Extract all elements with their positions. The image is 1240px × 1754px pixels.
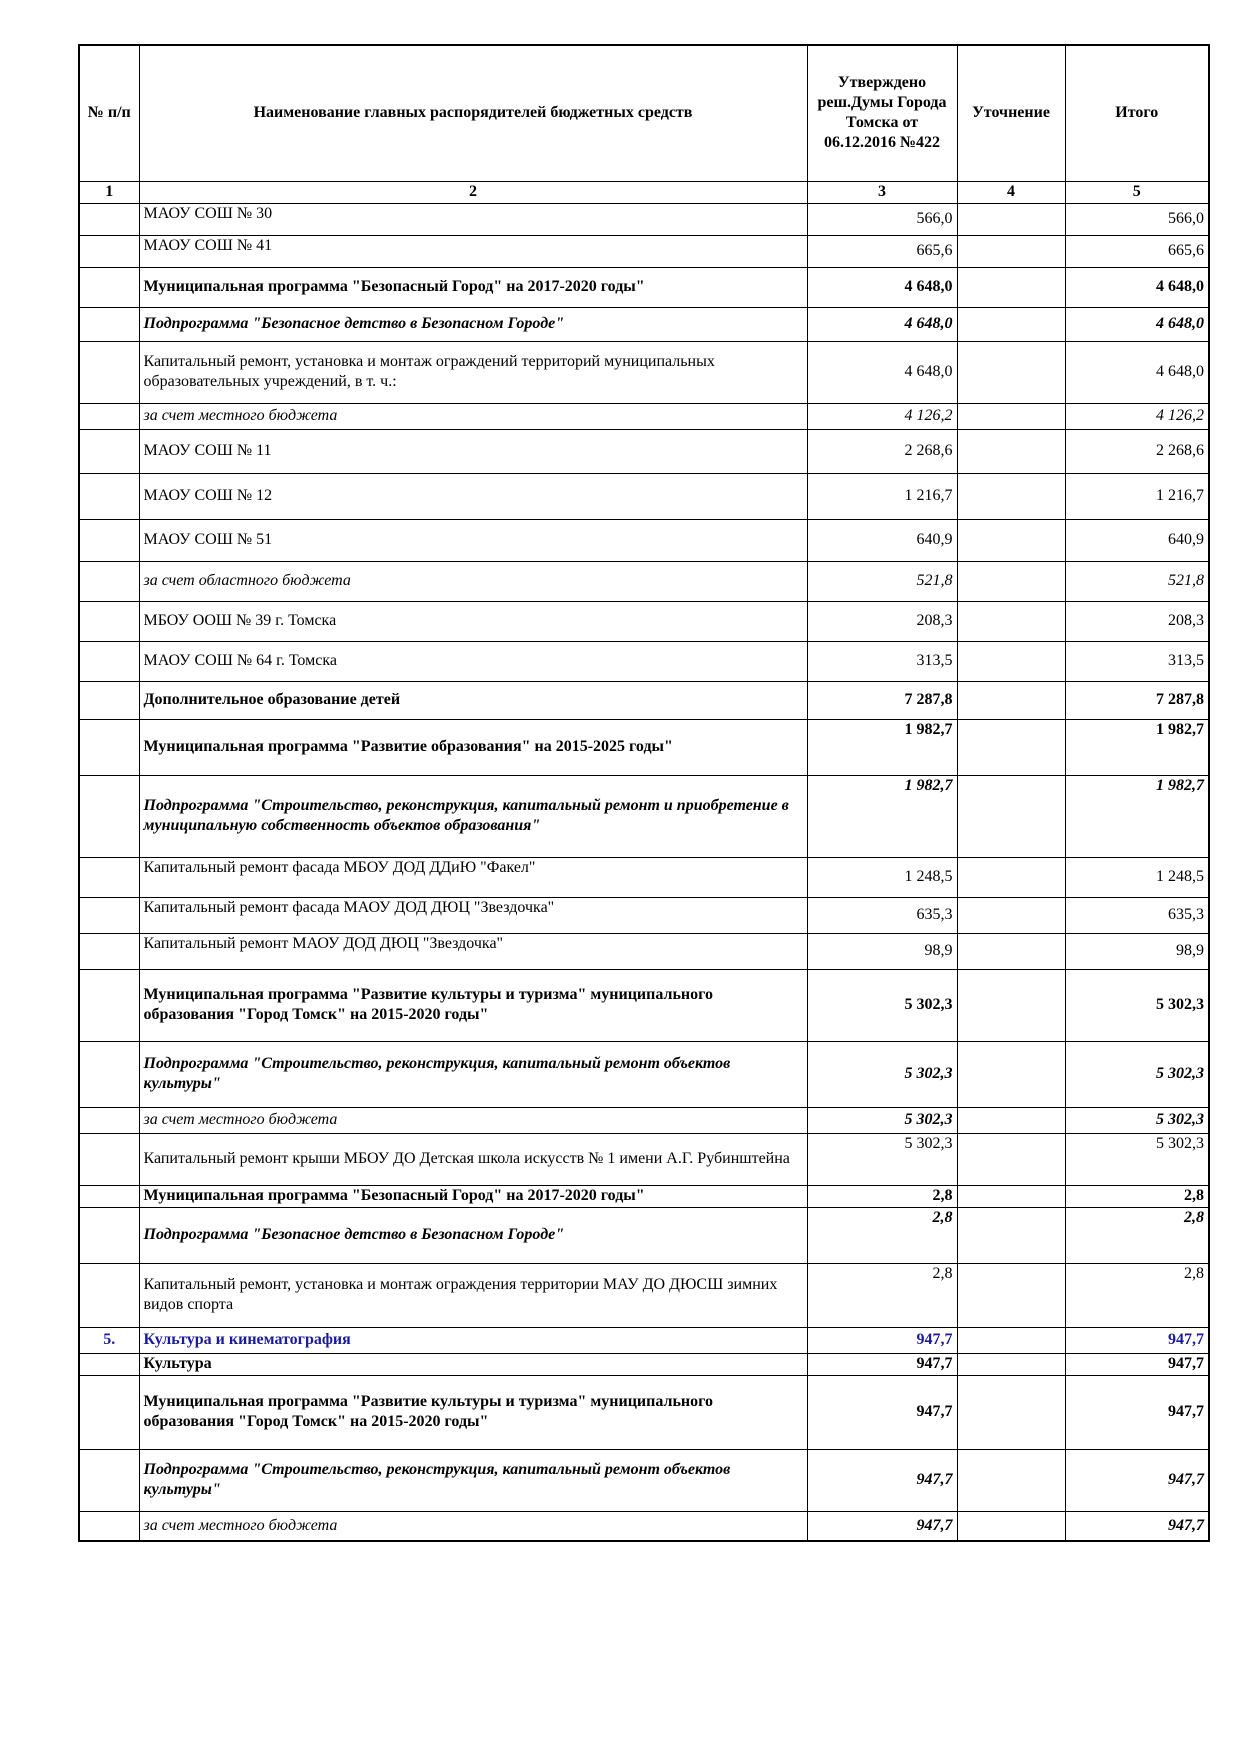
- row-adjust: [957, 307, 1065, 341]
- row-name: Муниципальная программа "Развитие образования" на 2015-2025 годы": [139, 719, 807, 775]
- header-approved: Утверждено реш.Думы Города Томска от 06.12.2016 №422: [807, 45, 957, 181]
- budget-table: [78, 44, 1210, 1542]
- row-adjust: [957, 1263, 1065, 1327]
- row-total: 5 302,3: [1065, 1107, 1209, 1133]
- row-approved: 947,7: [807, 1327, 957, 1353]
- row-adjust: [957, 933, 1065, 969]
- table-row: [79, 857, 1209, 897]
- column-index-row: [79, 181, 1209, 203]
- row-adjust: [957, 1133, 1065, 1185]
- row-adjust: [957, 681, 1065, 719]
- row-total: 313,5: [1065, 641, 1209, 681]
- table-row: [79, 641, 1209, 681]
- table-body: [79, 203, 1209, 1541]
- row-adjust: [957, 857, 1065, 897]
- table-row: [79, 519, 1209, 561]
- row-name: Муниципальная программа "Развитие культуры и туризма" муниципального образования "Город Томск" на 2015-2020 годы": [139, 969, 807, 1041]
- row-approved: 7 287,8: [807, 681, 957, 719]
- row-approved: 566,0: [807, 203, 957, 235]
- row-num: [79, 403, 139, 429]
- header-name: Наименование главных распорядителей бюджетных средств: [139, 45, 807, 181]
- row-total: 1 216,7: [1065, 473, 1209, 519]
- row-num: 5.: [79, 1327, 139, 1353]
- row-approved: 947,7: [807, 1375, 957, 1449]
- row-name: Подпрограмма "Строительство, реконструкция, капитальный ремонт и приобретение в муниципальную собственность объектов образования": [139, 775, 807, 857]
- row-approved: 635,3: [807, 897, 957, 933]
- row-total: 7 287,8: [1065, 681, 1209, 719]
- table-row: [79, 473, 1209, 519]
- row-num: [79, 897, 139, 933]
- row-approved: 4 648,0: [807, 307, 957, 341]
- table-row: [79, 341, 1209, 403]
- row-total: 947,7: [1065, 1375, 1209, 1449]
- row-total: 5 302,3: [1065, 969, 1209, 1041]
- row-num: [79, 933, 139, 969]
- row-approved: 947,7: [807, 1353, 957, 1375]
- index-cell: 1: [79, 181, 139, 203]
- row-name: Капитальный ремонт крыши МБОУ ДО Детская школа искусств № 1 имени А.Г. Рубинштейна: [139, 1133, 807, 1185]
- row-adjust: [957, 1375, 1065, 1449]
- table-row: [79, 203, 1209, 235]
- row-approved: 1 982,7: [807, 719, 957, 775]
- row-total: 2,8: [1065, 1263, 1209, 1327]
- table-row: [79, 681, 1209, 719]
- row-adjust: [957, 1327, 1065, 1353]
- row-name: Подпрограмма "Строительство, реконструкция, капитальный ремонт объектов культуры": [139, 1449, 807, 1511]
- row-approved: 4 648,0: [807, 341, 957, 403]
- row-total: 635,3: [1065, 897, 1209, 933]
- row-num: [79, 1185, 139, 1207]
- row-total: 4 126,2: [1065, 403, 1209, 429]
- row-name: Подпрограмма "Безопасное детство в Безопасном Городе": [139, 307, 807, 341]
- row-adjust: [957, 429, 1065, 473]
- index-cell: 4: [957, 181, 1065, 203]
- row-adjust: [957, 775, 1065, 857]
- row-adjust: [957, 267, 1065, 307]
- row-approved: 2,8: [807, 1263, 957, 1327]
- header-total: Итого: [1065, 45, 1209, 181]
- row-num: [79, 1041, 139, 1107]
- row-total: 640,9: [1065, 519, 1209, 561]
- row-total: 1 982,7: [1065, 775, 1209, 857]
- table-row: [79, 235, 1209, 267]
- row-adjust: [957, 561, 1065, 601]
- row-approved: 1 982,7: [807, 775, 957, 857]
- row-num: [79, 1449, 139, 1511]
- row-adjust: [957, 1207, 1065, 1263]
- table-row: [79, 561, 1209, 601]
- row-num: [79, 719, 139, 775]
- table-row: [79, 933, 1209, 969]
- table-header-row: [79, 45, 1209, 181]
- row-approved: 4 648,0: [807, 267, 957, 307]
- row-total: 665,6: [1065, 235, 1209, 267]
- row-approved: 5 302,3: [807, 1107, 957, 1133]
- row-adjust: [957, 341, 1065, 403]
- row-name: Муниципальная программа "Развитие культуры и туризма" муниципального образования "Город Томск" на 2015-2020 годы": [139, 1375, 807, 1449]
- row-approved: 5 302,3: [807, 1133, 957, 1185]
- row-num: [79, 775, 139, 857]
- row-total: 98,9: [1065, 933, 1209, 969]
- row-approved: 2,8: [807, 1207, 957, 1263]
- table-row: [79, 719, 1209, 775]
- row-num: [79, 1353, 139, 1375]
- row-approved: 947,7: [807, 1449, 957, 1511]
- row-adjust: [957, 641, 1065, 681]
- row-adjust: [957, 1511, 1065, 1541]
- row-adjust: [957, 1107, 1065, 1133]
- row-approved: 640,9: [807, 519, 957, 561]
- row-name: МАОУ СОШ № 64 г. Томска: [139, 641, 807, 681]
- row-num: [79, 857, 139, 897]
- row-name: Капитальный ремонт, установка и монтаж ограждения территории МАУ ДО ДЮСШ зимних видов спорта: [139, 1263, 807, 1327]
- row-adjust: [957, 1185, 1065, 1207]
- row-adjust: [957, 897, 1065, 933]
- row-approved: 521,8: [807, 561, 957, 601]
- row-total: 566,0: [1065, 203, 1209, 235]
- row-num: [79, 561, 139, 601]
- row-num: [79, 1133, 139, 1185]
- row-total: 947,7: [1065, 1353, 1209, 1375]
- row-name: МАОУ СОШ № 11: [139, 429, 807, 473]
- row-num: [79, 267, 139, 307]
- row-adjust: [957, 473, 1065, 519]
- row-name: МАОУ СОШ № 41: [139, 235, 807, 267]
- row-total: 5 302,3: [1065, 1041, 1209, 1107]
- row-name: за счет местного бюджета: [139, 1107, 807, 1133]
- header-adjust: Уточнение: [957, 45, 1065, 181]
- row-name: Культура: [139, 1353, 807, 1375]
- row-adjust: [957, 235, 1065, 267]
- row-approved: 2 268,6: [807, 429, 957, 473]
- index-cell: 5: [1065, 181, 1209, 203]
- row-adjust: [957, 203, 1065, 235]
- index-cell: 3: [807, 181, 957, 203]
- row-approved: 665,6: [807, 235, 957, 267]
- row-total: 2 268,6: [1065, 429, 1209, 473]
- row-total: 2,8: [1065, 1207, 1209, 1263]
- table-row: [79, 1041, 1209, 1107]
- row-num: [79, 1263, 139, 1327]
- row-name: Капитальный ремонт МАОУ ДОД ДЮЦ "Звездочка": [139, 933, 807, 969]
- row-name: Капитальный ремонт, установка и монтаж ограждений территорий муниципальных образовательных учреждений, в т. ч.:: [139, 341, 807, 403]
- row-num: [79, 601, 139, 641]
- row-name: за счет местного бюджета: [139, 1511, 807, 1541]
- row-num: [79, 969, 139, 1041]
- row-name: Подпрограмма "Безопасное детство в Безопасном Городе": [139, 1207, 807, 1263]
- row-num: [79, 473, 139, 519]
- row-total: 208,3: [1065, 601, 1209, 641]
- row-num: [79, 519, 139, 561]
- row-name: Муниципальная программа "Безопасный Город" на 2017-2020 годы": [139, 1185, 807, 1207]
- row-approved: 2,8: [807, 1185, 957, 1207]
- row-name: Культура и кинематография: [139, 1327, 807, 1353]
- row-num: [79, 235, 139, 267]
- row-approved: 208,3: [807, 601, 957, 641]
- row-approved: 947,7: [807, 1511, 957, 1541]
- row-name: МАОУ СОШ № 30: [139, 203, 807, 235]
- row-name: МАОУ СОШ № 51: [139, 519, 807, 561]
- table-row: [79, 1207, 1209, 1263]
- row-num: [79, 1107, 139, 1133]
- table-row: [79, 1353, 1209, 1375]
- row-adjust: [957, 969, 1065, 1041]
- row-adjust: [957, 519, 1065, 561]
- row-name: за счет местного бюджета: [139, 403, 807, 429]
- table-row: [79, 1511, 1209, 1541]
- row-num: [79, 341, 139, 403]
- table-row: [79, 1107, 1209, 1133]
- row-approved: 313,5: [807, 641, 957, 681]
- table-row: [79, 1327, 1209, 1353]
- table-row: [79, 1375, 1209, 1449]
- table-row: [79, 897, 1209, 933]
- row-adjust: [957, 719, 1065, 775]
- row-total: 1 248,5: [1065, 857, 1209, 897]
- row-name: Капитальный ремонт фасада МАОУ ДОД ДЮЦ "Звездочка": [139, 897, 807, 933]
- row-total: 5 302,3: [1065, 1133, 1209, 1185]
- row-total: 947,7: [1065, 1327, 1209, 1353]
- table-row: [79, 969, 1209, 1041]
- row-name: МАОУ СОШ № 12: [139, 473, 807, 519]
- row-num: [79, 1511, 139, 1541]
- row-name: Дополнительное образование детей: [139, 681, 807, 719]
- row-adjust: [957, 1353, 1065, 1375]
- row-approved: 1 248,5: [807, 857, 957, 897]
- table-row: [79, 1449, 1209, 1511]
- row-total: 4 648,0: [1065, 267, 1209, 307]
- row-approved: 5 302,3: [807, 1041, 957, 1107]
- row-adjust: [957, 1041, 1065, 1107]
- index-cell: 2: [139, 181, 807, 203]
- row-total: 2,8: [1065, 1185, 1209, 1207]
- header-num: № п/п: [79, 45, 139, 181]
- row-approved: 1 216,7: [807, 473, 957, 519]
- row-approved: 5 302,3: [807, 969, 957, 1041]
- row-num: [79, 307, 139, 341]
- row-num: [79, 641, 139, 681]
- row-adjust: [957, 403, 1065, 429]
- row-adjust: [957, 601, 1065, 641]
- row-name: Капитальный ремонт фасада МБОУ ДОД ДДиЮ "Факел": [139, 857, 807, 897]
- table-row: [79, 267, 1209, 307]
- row-total: 4 648,0: [1065, 341, 1209, 403]
- row-approved: 4 126,2: [807, 403, 957, 429]
- row-name: за счет областного бюджета: [139, 561, 807, 601]
- table-row: [79, 429, 1209, 473]
- row-total: 4 648,0: [1065, 307, 1209, 341]
- table-row: [79, 1263, 1209, 1327]
- row-total: 947,7: [1065, 1511, 1209, 1541]
- row-num: [79, 429, 139, 473]
- table-row: [79, 1133, 1209, 1185]
- row-total: 1 982,7: [1065, 719, 1209, 775]
- table-row: [79, 601, 1209, 641]
- table-row: [79, 403, 1209, 429]
- row-approved: 98,9: [807, 933, 957, 969]
- row-name: МБОУ ООШ № 39 г. Томска: [139, 601, 807, 641]
- row-num: [79, 1207, 139, 1263]
- row-name: Муниципальная программа "Безопасный Город" на 2017-2020 годы": [139, 267, 807, 307]
- row-num: [79, 203, 139, 235]
- row-num: [79, 1375, 139, 1449]
- row-num: [79, 681, 139, 719]
- row-total: 521,8: [1065, 561, 1209, 601]
- row-total: 947,7: [1065, 1449, 1209, 1511]
- row-name: Подпрограмма "Строительство, реконструкция, капитальный ремонт объектов культуры": [139, 1041, 807, 1107]
- table-row: [79, 1185, 1209, 1207]
- row-adjust: [957, 1449, 1065, 1511]
- table-row: [79, 775, 1209, 857]
- table-row: [79, 307, 1209, 341]
